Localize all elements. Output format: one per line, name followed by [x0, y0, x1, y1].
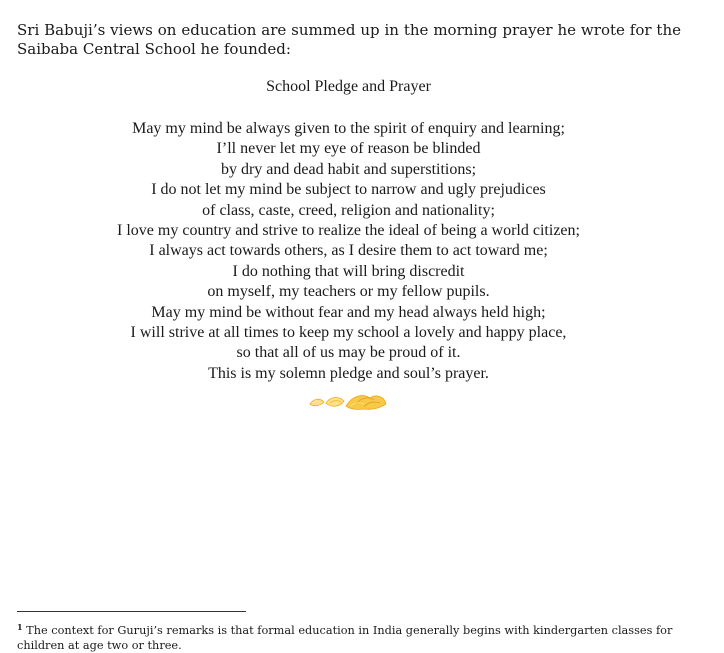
verse-line: so that all of us may be proud of it. — [236, 344, 461, 362]
verse-line: on myself, my teachers or my fellow pupils. — [207, 283, 490, 301]
footnote-divider — [17, 611, 246, 612]
verse-line: May my mind be without fear and my head always held high; — [151, 303, 546, 321]
intro-line: Sri Babuji’s views on education are summed up in the morning prayer he wrote for the — [17, 21, 681, 39]
footnote-text: children at age two or three. — [17, 639, 182, 652]
verse-line: This is my solemn pledge and soul’s prayer. — [208, 364, 489, 382]
verse-line: I love my country and strive to realize the ideal of being a world citizen; — [117, 222, 580, 240]
verse-line: May my mind be always given to the spirit of enquiry and learning; — [132, 120, 565, 137]
verse-line: of class, caste, creed, religion and nationality; — [202, 201, 495, 219]
verse-line: I’ll never let my eye of reason be blinded — [216, 140, 481, 158]
footnote-marker: 1 — [17, 622, 23, 632]
verse-line: by dry and dead habit and superstitions; — [220, 160, 477, 178]
verse-line: I will strive at all times to keep my school a lovely and happy place, — [130, 324, 567, 342]
intro-line: Saibaba Central School he founded: — [17, 40, 291, 58]
lotus-petals-ornament-icon — [306, 390, 390, 416]
verse-line: I do not let my mind be subject to narrow and ugly prejudices — [151, 181, 546, 199]
verse-line: I do nothing that will bring discredit — [232, 262, 465, 280]
footnote — [17, 620, 685, 653]
pledge-title: School Pledge and Prayer — [266, 78, 431, 95]
intro-paragraph — [17, 21, 681, 59]
pledge-verse — [0, 119, 697, 384]
verse-line: I always act towards others, as I desire them to act toward me; — [149, 242, 548, 260]
footnote-text: The context for Guruji’s remarks is that formal education in India generally begins with kindergarten classes for — [26, 624, 673, 637]
